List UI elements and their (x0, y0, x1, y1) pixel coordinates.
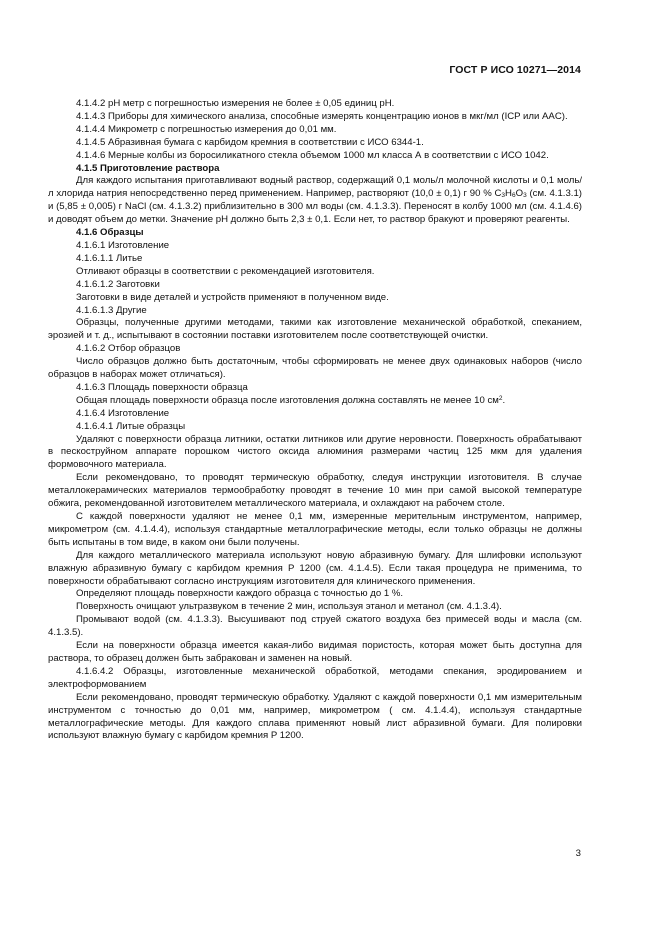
formula-subscript: 6 (511, 192, 516, 200)
clause-4-1-6-4: 4.1.6.4 Изготовление (76, 407, 170, 419)
formula-part: H (505, 188, 512, 200)
casting-text: Отливают образцы в соответствии с рекомендацией изготовителя. (76, 265, 375, 277)
cast-samples-text-6: Поверхность очищают ультразвуком в течение 2 мин, используя этанол и метанол (см. 4.1.3.4). (76, 601, 502, 613)
unit-superscript: 2 (498, 394, 503, 402)
page-number: 3 (575, 848, 581, 859)
machined-samples-text: Если рекомендовано, проводят термическую обработку. Удаляют с каждой поверхности 0,1 мм измерительным инструментом с точностью до 0,01 мм, например, микрометром ( см. 4.1.4.4), используя стандартные металлографические методы. Для каждого сплава применяют новый лист абразивной бумаги. Для полировки используют влажную бумагу с карбидом кремния P 1200. (48, 691, 582, 742)
formula-subscript: 3 (523, 192, 527, 200)
clause-4-1-6-1-3: 4.1.6.1.3 Другие (76, 304, 147, 316)
document-body (48, 98, 582, 743)
surface-area-part-1: Общая площадь поверхности образца после изготовления должна составлять не менее 10 см (76, 394, 499, 406)
clause-4-1-4-5: 4.1.4.5 Абразивная бумага с карбидом кремния в соответствии с ИСО 6344-1. (76, 136, 424, 148)
clause-4-1-4-3: 4.1.4.3 Приборы для химического анализа, способные измерять концентрацию ионов в мкг/мл (ICP или AAC). (76, 110, 568, 122)
sampling-text: Число образцов должно быть достаточным, чтобы сформировать не менее двух одинаковых наборов (число образцов в наборах может отличаться). (48, 356, 582, 381)
clause-4-1-6-4-1: 4.1.6.4.1 Литые образцы (76, 420, 186, 432)
heading-4-1-5: 4.1.5 Приготовление раствора (76, 162, 220, 174)
surface-area-part-2: . (502, 394, 506, 406)
surface-area-text (48, 395, 582, 408)
cast-samples-text-5: Определяют площадь поверхности каждого образца с точностью до 1 %. (76, 588, 404, 600)
blanks-text: Заготовки в виде деталей и устройств применяют в полученном виде. (76, 291, 389, 303)
solution-text-part-2: (см. 4.1.3.1) и (5,85 ± 0,005) г NaCl (см. 4.1.3.2) приблизительно в 300 мл воды (см. 4.1.3.3). Переносят в колбу 1000 мл (см. 4.1.4.6) и доводят объем до метки. Значение pH должно быть 2,3 ± 0,1. Если нет, то раствор бракуют и проверяют реагенты. (48, 188, 582, 226)
standard-designation: ГОСТ Р ИСО 10271—2014 (449, 64, 581, 76)
clause-4-1-4-4: 4.1.4.4 Микрометр с погрешностью измерения до 0,01 мм. (76, 123, 337, 135)
clause-4-1-6-1-1: 4.1.6.1.1 Литье (76, 252, 143, 264)
clause-4-1-4-2: 4.1.4.2 pH метр с погрешностью измерения не более ± 0,05 единиц pH. (76, 98, 395, 109)
clause-4-1-6-2: 4.1.6.2 Отбор образцов (76, 343, 181, 355)
cast-samples-text-1: Удаляют с поверхности образца литники, остатки литников или другие неровности. Поверхность обрабатывают в пескоструйном аппарате порошком чистого оксида алюминия размерами частиц 125 мкм для удаления формовочного материала. (48, 433, 582, 471)
cast-samples-text-4: Для каждого металлического материала используют новую абразивную бумагу. Для шлифовки используют влажную абразивную бумагу с карбидом кремния P 1200 (см. 4.1.4.5). Если такая процедура не применима, то поверхности обрабатывают согласно инструкциям изготовителя для клинического применения. (48, 549, 582, 587)
cast-samples-text-2: Если рекомендовано, то проводят термическую обработку, следуя инструкции изготовителя. В случае металлокерамических материалов термообработку проводят в течение 10 мин при самой высокой температуре обжига, рекомендованной изготовителем металлического материала, и охлаждают на рабочем столе. (48, 472, 582, 510)
clause-4-1-6-4-2: 4.1.6.4.2 Образцы, изготовленные механической обработкой, методами спекания, эродированием и электроформованием (48, 665, 582, 690)
cast-samples-text-3: С каждой поверхности удаляют не менее 0,1 мм, измеренные мерительным инструментом, например, микрометром (см. 4.1.4.4), используя стандартные металлографические методы, если только образцы не должны быть испытаны в том виде, в каком они были получены. (48, 511, 582, 548)
clause-4-1-6-3: 4.1.6.3 Площадь поверхности образца (76, 381, 248, 393)
solution-preparation-text (48, 175, 582, 227)
cast-samples-text-7: Промывают водой (см. 4.1.3.3). Высушивают под струей сжатого воздуха без примесей воды и масла (см. 4.1.3.5). (48, 614, 582, 639)
formula-part: O (515, 188, 524, 200)
heading-4-1-6: 4.1.6 Образцы (76, 227, 144, 239)
formula-subscript: 3 (501, 192, 506, 200)
clause-4-1-4-6: 4.1.4.6 Мерные колбы из боросиликатного стекла объемом 1000 мл класса А в соответствии с ИСО 1042. (76, 149, 549, 161)
clause-4-1-6-1-2: 4.1.6.1.2 Заготовки (76, 278, 160, 290)
cast-samples-text-8: Если на поверхности образца имеется какая-либо видимая пористость, которая может быть доступна для раствора, то образец должен быть забракован и заменен на новый. (48, 640, 582, 664)
other-methods-text: Образцы, полученные другими методами, такими как изготовление механической обработкой, спеканием, эрозией и т. д., испытывают в состоянии поставки изготовителем после соответствующей очистки. (48, 317, 582, 342)
solution-text-part-1: Для каждого испытания приготавливают водный раствор, содержащий 0,1 моль/л молочной кислоты и 0,1 моль/л хлорида натрия непосредственно перед применением. Например, растворяют (10,0 ± 0,1) г 90 % C (48, 175, 582, 200)
clause-4-1-6-1: 4.1.6.1 Изготовление (76, 239, 170, 251)
